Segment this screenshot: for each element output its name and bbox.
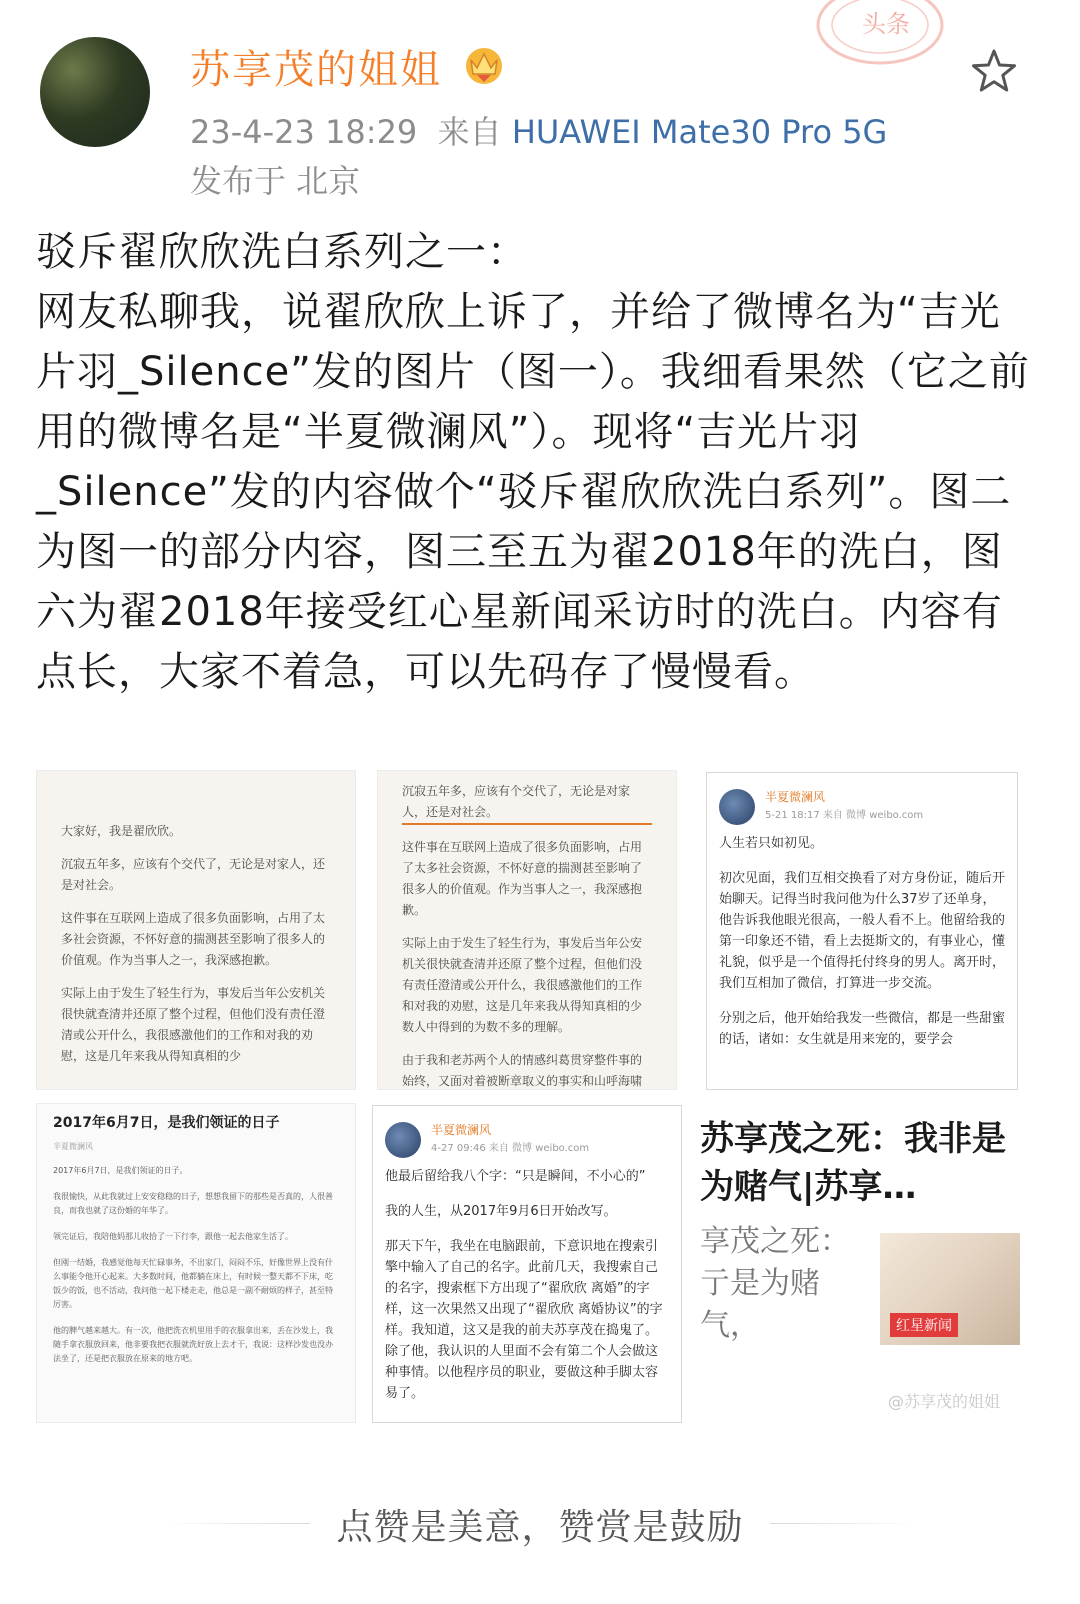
- post-image-3[interactable]: [706, 772, 1018, 1090]
- img1-text-4: 实际上由于发生了轻生行为，事发后当年公安机关很快就查清并还原了整个过程，但他们没有责任澄清或公开什么，我很感激他们的工作和对我的劝慰，这是几年来我从得知真相的少: [61, 986, 326, 1063]
- post-image-2[interactable]: [377, 770, 677, 1090]
- post-image-1[interactable]: [36, 770, 356, 1090]
- img4-author: 半夏微澜风: [53, 1142, 93, 1151]
- img3-username: 半夏微澜风: [765, 790, 826, 804]
- img5-text-1: 他最后留给我八个字：“只是瞬间，不小心的”: [385, 1169, 646, 1184]
- img3-header: [719, 787, 1005, 833]
- img6-article-subtitle: 享茂之死： 亍是为赌气，: [700, 1224, 850, 1343]
- post-meta: [190, 107, 887, 153]
- img2-text-3: 实际上由于发生了轻生行为，事发后当年公安机关很快就查清并还原了整个过程，但他们没有责任澄清或公开什么，我很感激他们的工作和对我的劝慰，这是几年来我从得知真相的少数人中得到的为数不多的理解。: [402, 936, 643, 1034]
- img1-text-2: 沉寂五年多，应该有个交代了，无论是对家人，还是对社会。: [61, 857, 326, 892]
- img3-text-3: 分别之后，他开始给我发一些微信，都是一些甜蜜的话，诸如：女生就是用来宠的，要学会: [719, 1011, 1006, 1047]
- star-outline-icon[interactable]: [970, 48, 1018, 94]
- img5-text-3: 那天下午，我坐在电脑跟前，下意识地在搜索引擎中输入了自己的名字。此前几天，我搜索自己的名字，搜索框下方出现了“翟欣欣 离婚”的字样，这一次果然又出现了“翟欣欣 离婚协议”的字样。我知道，这又是我的前夫苏享茂在捣鬼了。除了他，我认识的人里面不会有第二个人会做这种事情。以他程序员的职业，要做这种手脚太容易了。: [385, 1239, 663, 1401]
- img4-text-3: 领完证后，我陪他妈那儿收拾了一下行李，跟他一起去他家生活了。: [53, 1232, 293, 1241]
- img3-time: 5-21 18:17 来自 微博 weibo.com: [765, 810, 924, 821]
- crown-vip-icon: [462, 42, 506, 86]
- img5-avatar: [385, 1122, 421, 1158]
- footer: [0, 1495, 1080, 1555]
- post-timestamp: 23-4-23 18:29: [190, 113, 418, 151]
- img6-article-title: 苏享茂之死：我非是为赌气|苏享…: [700, 1119, 1006, 1207]
- img3-avatar: [719, 789, 755, 825]
- img2-text-2: 这件事在互联网上造成了很多负面影响，占用了太多社会资源，不怀好意的揣测甚至影响了很多人的价值观。作为当事人之一，我深感抱歉。: [402, 840, 643, 917]
- footer-divider-right: [770, 1523, 920, 1524]
- post-image-5[interactable]: [372, 1105, 682, 1423]
- source-prefix: 来自: [437, 113, 502, 151]
- post-header: [0, 0, 1080, 210]
- post-image-4[interactable]: [36, 1103, 356, 1423]
- img5-text-2: 我的人生，从2017年9月6日开始改写。: [385, 1204, 617, 1219]
- post-image-6[interactable]: [700, 1101, 1022, 1419]
- img5-header: [385, 1120, 669, 1166]
- post-location: 发布于 北京: [190, 162, 361, 200]
- img6-photo-caption: 红星新闻: [890, 1313, 958, 1337]
- img5-time: 4-27 09:46 来自 微博 weibo.com: [431, 1143, 590, 1154]
- img4-text-1: 2017年6月7日，是我们领证的日子。: [53, 1166, 188, 1175]
- img4-text-5: 他的脾气越来越大。有一次，他把洗衣机里用手的衣服拿出来，丢在沙发上，我随手拿衣服放回来，他非要我把衣服就洗好放上去才干，我说：这样沙发也没办法坐了，还是把衣服放在原来的地方吧。: [53, 1326, 333, 1363]
- img3-text-2: 初次见面，我们互相交换看了对方身份证，随后开始聊天。记得当时我问他为什么37岁了还单身，他告诉我他眼光很高，一般人看不上。他留给我的第一印象还不错，看上去挺斯文的，有事业心，懂礼貌，似乎是一个值得托付终身的男人。离开时，我们互相加了微信，打算进一步交流。: [719, 871, 1006, 991]
- footer-tip-text: 点赞是美意，赞赏是鼓励: [336, 1507, 744, 1548]
- img1-text-1: 大家好，我是翟欣欣。: [61, 824, 182, 838]
- img4-text-2: 我很愉快，从此我就过上安安稳稳的日子，想想我留下的那些是否真的，人很善良，而我也就了这份婚的年华了。: [53, 1192, 333, 1215]
- img2-text-4: 由于我和老苏两个人的情感纠葛贯穿整件事的始终，又面对着被断章取义的事实和山呼海啸: [402, 1053, 643, 1088]
- img6-watermark: @苏享茂的姐姐: [888, 1392, 1001, 1411]
- post-body-text: 驳斥翟欣欣洗白系列之一： 网友私聊我，说翟欣欣上诉了，并给了微博名为“吉光片羽_Silence”发的图片（图一）。我细看果然（它之前用的微博名是“半夏微澜风”）。现将“吉光片羽_Silence”发的内容做个“驳斥翟欣欣洗白系列”。图二为图一的部分内容，图三至五为翟2018年的洗白，图六为翟2018年接受红心星新闻采访时的洗白。内容有点长，大家不着急，可以先码存了慢慢看。: [36, 229, 1030, 695]
- toutiao-stamp-icon: [800, 0, 950, 80]
- img5-username: 半夏微澜风: [431, 1123, 492, 1137]
- username[interactable]: 苏享茂的姐姐: [190, 47, 442, 93]
- img1-text-3: 这件事在互联网上造成了很多负面影响，占用了太多社会资源，不怀好意的揣测甚至影响了很多人的价值观。作为当事人之一，我深感抱歉。: [61, 911, 326, 967]
- img6-news-photo: [878, 1231, 1022, 1347]
- user-avatar[interactable]: [40, 37, 150, 147]
- stamp-text: 头条: [862, 10, 910, 38]
- device-link[interactable]: HUAWEI Mate30 Pro 5G: [511, 113, 888, 151]
- img4-text-4: 但刚一结婚，我感觉他每天忙碌事务，不出家门，闷闷不乐，好像世界上没有什么事能令他开心起来。大多数时间，他都躺在床上，有时候一整天都不下床，吃饭少的饭，也不活动，我问他一起下楼走走，他总是一副不耐烦的样子，甚至特厉害。: [53, 1258, 333, 1309]
- img3-text-1: 人生若只如初见。: [719, 836, 824, 851]
- img2-text-1: 沉寂五年多，应该有个交代了，无论是对家人，还是对社会。: [402, 781, 652, 825]
- img4-title: 2017年6月7日，是我们领证的日子: [53, 1115, 280, 1131]
